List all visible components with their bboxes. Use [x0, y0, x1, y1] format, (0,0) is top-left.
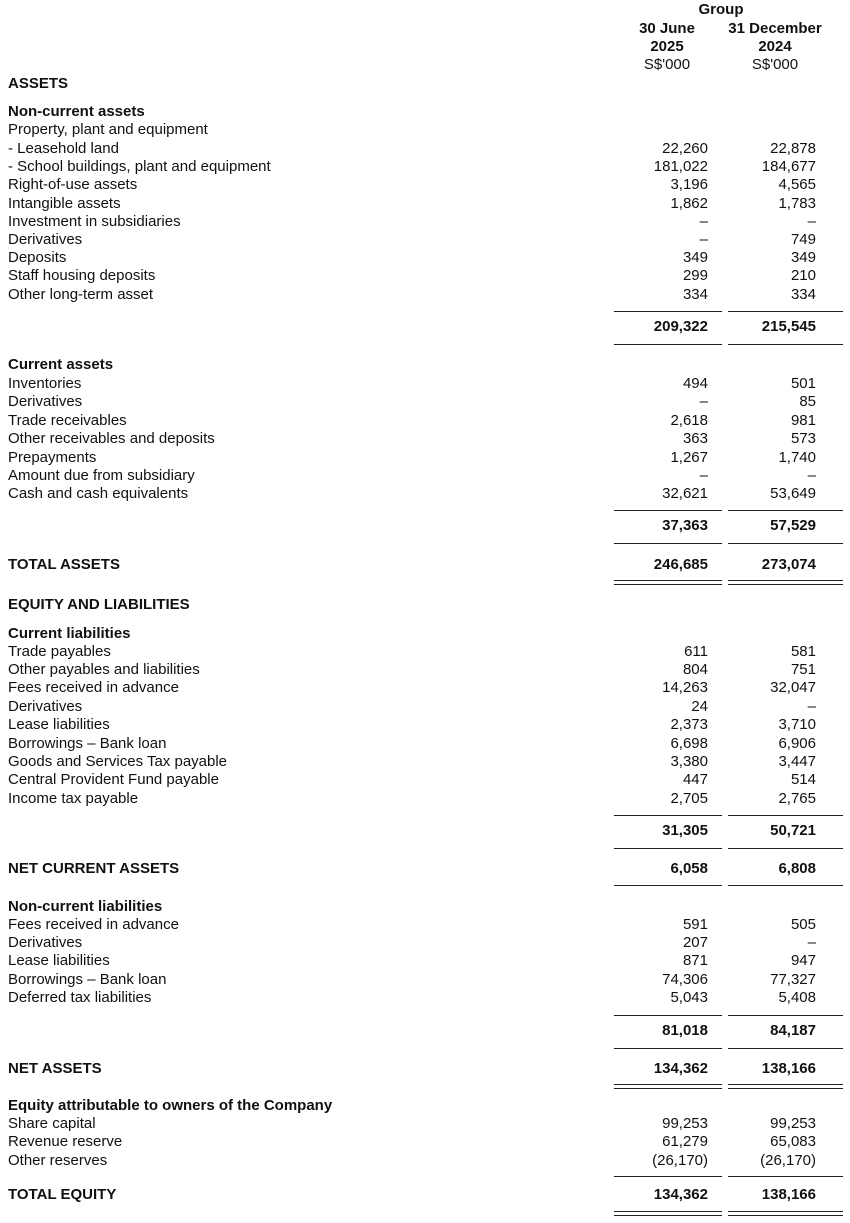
row-label: Lease liabilities	[8, 716, 110, 733]
net-current-assets-2024: 6,808	[778, 860, 816, 877]
row-label: Fees received in advance	[8, 916, 179, 933]
row-label: Amount due from subsidiary	[8, 467, 195, 484]
row-value-2024: 65,083	[770, 1133, 816, 1150]
double-rule	[728, 580, 843, 581]
equity-heading: Equity attributable to owners of the Company	[8, 1097, 333, 1114]
row-label: Other receivables and deposits	[8, 430, 215, 447]
subtotal-rule	[614, 848, 722, 849]
row-value-2024: –	[807, 698, 816, 715]
row-value-2025: 591	[682, 916, 708, 933]
row-label: Investment in subsidiaries	[8, 213, 181, 230]
col1-header-line2: 2025	[650, 38, 684, 55]
current-assets-heading: Current assets	[8, 356, 114, 373]
row-label: Intangible assets	[8, 195, 121, 212]
total-assets-label: TOTAL ASSETS	[8, 556, 120, 573]
row-value-2024: 581	[790, 643, 816, 660]
noncurrent-assets-heading: Non-current assets	[8, 103, 145, 120]
row-value-2024: 184,677	[761, 158, 816, 175]
subtotal-rule	[728, 815, 843, 816]
row-value-2025: 2,705	[670, 790, 708, 807]
row-label: - Leasehold land	[8, 140, 119, 157]
subtotal-rule	[728, 1176, 843, 1177]
col1-header-line1: 30 June	[639, 20, 695, 37]
subtotal-rule	[614, 311, 722, 312]
row-value-2025: 334	[682, 286, 708, 303]
row-value-2025: 74,306	[662, 971, 708, 988]
row-value-2024: –	[807, 213, 816, 230]
row-label: Derivatives	[8, 698, 83, 715]
subtotal-rule	[614, 344, 722, 345]
subtotal-rule	[614, 543, 722, 544]
row-value-2024: 3,710	[778, 716, 816, 733]
subtotal-rule	[728, 510, 843, 511]
row-label: Deposits	[8, 249, 67, 266]
subtotal-rule	[728, 1048, 843, 1049]
noncurrent-liabilities-total-2024: 84,187	[770, 1022, 816, 1039]
row-value-2025: 99,253	[662, 1115, 708, 1132]
double-rule	[728, 1211, 843, 1212]
total-assets-2025: 246,685	[653, 556, 708, 573]
subtotal-rule	[728, 311, 843, 312]
row-value-2024: 99,253	[770, 1115, 816, 1132]
row-value-2024: 4,565	[778, 176, 816, 193]
subtotal-rule	[614, 1015, 722, 1016]
row-value-2024: 210	[790, 267, 816, 284]
row-value-2024: 981	[790, 412, 816, 429]
row-label: Revenue reserve	[8, 1133, 123, 1150]
ppe-label: Property, plant and equipment	[8, 121, 208, 138]
row-label: Cash and cash equivalents	[8, 485, 189, 502]
col2-header-line2: 2024	[758, 38, 792, 55]
total-equity-2025: 134,362	[653, 1186, 708, 1203]
group-header: Group	[698, 1, 744, 18]
row-value-2024: –	[807, 467, 816, 484]
current-liabilities-heading: Current liabilities	[8, 625, 131, 642]
subtotal-rule	[614, 1176, 722, 1177]
row-value-2025: 349	[682, 249, 708, 266]
subtotal-rule	[728, 543, 843, 544]
noncurrent-assets-total-2024: 215,545	[761, 318, 816, 335]
double-rule	[614, 1211, 722, 1212]
row-label: Trade receivables	[8, 412, 127, 429]
row-value-2024: 1,783	[778, 195, 816, 212]
equity-liabilities-heading: EQUITY AND LIABILITIES	[8, 596, 190, 613]
row-label: Derivatives	[8, 393, 83, 410]
col2-header-line1: 31 December	[728, 20, 822, 37]
row-label: - School buildings, plant and equipment	[8, 158, 271, 175]
row-value-2025: 299	[682, 267, 708, 284]
row-value-2024: 22,878	[770, 140, 816, 157]
row-value-2024: 3,447	[778, 753, 816, 770]
row-value-2024: 5,408	[778, 989, 816, 1006]
row-value-2025: 611	[684, 643, 708, 660]
subtotal-rule	[614, 1048, 722, 1049]
subtotal-rule	[728, 344, 843, 345]
double-rule	[614, 1084, 722, 1085]
noncurrent-assets-total-2025: 209,322	[653, 318, 708, 335]
row-label: Fees received in advance	[8, 679, 179, 696]
row-label: Other long-term asset	[8, 286, 154, 303]
row-label: Deferred tax liabilities	[8, 989, 152, 1006]
double-rule	[728, 1215, 843, 1216]
row-label: Inventories	[8, 375, 82, 392]
subtotal-rule	[728, 848, 843, 849]
row-value-2025: 32,621	[662, 485, 708, 502]
subtotal-rule	[614, 510, 722, 511]
row-value-2025: 207	[682, 934, 708, 951]
row-value-2024: 1,740	[778, 449, 816, 466]
noncurrent-liabilities-total-2025: 81,018	[662, 1022, 708, 1039]
row-value-2025: 3,380	[670, 753, 708, 770]
row-value-2025: –	[699, 231, 708, 248]
row-value-2025: (26,170)	[652, 1152, 708, 1169]
double-rule	[614, 1088, 722, 1089]
subtotal-rule	[614, 815, 722, 816]
net-assets-2025: 134,362	[653, 1060, 708, 1077]
row-value-2025: 494	[682, 375, 708, 392]
row-value-2025: 2,618	[670, 412, 708, 429]
row-label: Central Provident Fund payable	[8, 771, 219, 788]
row-label: Trade payables	[8, 643, 111, 660]
row-value-2024: 501	[790, 375, 816, 392]
row-value-2024: 6,906	[778, 735, 816, 752]
total-equity-label: TOTAL EQUITY	[8, 1186, 117, 1203]
row-label: Staff housing deposits	[8, 267, 156, 284]
assets-heading: ASSETS	[8, 75, 69, 92]
net-current-assets-2025: 6,058	[670, 860, 708, 877]
row-value-2024: 947	[790, 952, 816, 969]
row-value-2025: –	[699, 393, 708, 410]
row-label: Income tax payable	[8, 790, 139, 807]
row-value-2025: 181,022	[653, 158, 708, 175]
row-value-2024: 573	[790, 430, 816, 447]
row-value-2025: 24	[691, 698, 708, 715]
row-label: Other payables and liabilities	[8, 661, 200, 678]
subtotal-rule	[728, 885, 843, 886]
row-value-2024: 85	[799, 393, 816, 410]
double-rule	[614, 584, 722, 585]
row-value-2024: 349	[790, 249, 816, 266]
double-rule	[614, 1215, 722, 1216]
row-value-2024: 751	[790, 661, 816, 678]
row-value-2025: 2,373	[670, 716, 708, 733]
row-value-2024: 2,765	[778, 790, 816, 807]
net-assets-2024: 138,166	[761, 1060, 816, 1077]
double-rule	[614, 580, 722, 581]
row-value-2025: –	[699, 467, 708, 484]
row-value-2025: 22,260	[662, 140, 708, 157]
col1-header-unit: S$'000	[643, 56, 691, 73]
row-value-2025: 6,698	[670, 735, 708, 752]
row-value-2025: 1,267	[670, 449, 708, 466]
row-label: Goods and Services Tax payable	[8, 753, 228, 770]
row-value-2025: 447	[682, 771, 708, 788]
double-rule	[728, 1084, 843, 1085]
row-label: Share capital	[8, 1115, 96, 1132]
row-value-2025: 61,279	[662, 1133, 708, 1150]
total-assets-2024: 273,074	[761, 556, 816, 573]
row-label: Borrowings – Bank loan	[8, 735, 167, 752]
row-value-2024: 505	[790, 916, 816, 933]
total-equity-2024: 138,166	[761, 1186, 816, 1203]
row-value-2024: (26,170)	[760, 1152, 816, 1169]
row-value-2024: 32,047	[770, 679, 816, 696]
row-value-2025: 5,043	[670, 989, 708, 1006]
current-liabilities-total-2025: 31,305	[662, 822, 708, 839]
row-label: Derivatives	[8, 934, 83, 951]
row-value-2024: –	[807, 934, 816, 951]
row-value-2024: 749	[790, 231, 816, 248]
row-value-2025: 14,263	[662, 679, 708, 696]
row-value-2025: 363	[682, 430, 708, 447]
row-value-2024: 77,327	[770, 971, 816, 988]
col2-header-unit: S$'000	[751, 56, 799, 73]
current-assets-total-2024: 57,529	[770, 517, 816, 534]
row-label: Derivatives	[8, 231, 83, 248]
row-label: Other reserves	[8, 1152, 108, 1169]
noncurrent-liabilities-heading: Non-current liabilities	[8, 898, 163, 915]
row-value-2025: –	[699, 213, 708, 230]
current-liabilities-total-2024: 50,721	[770, 822, 816, 839]
double-rule	[728, 584, 843, 585]
row-value-2025: 871	[682, 952, 708, 969]
subtotal-rule	[614, 885, 722, 886]
row-value-2024: 334	[790, 286, 816, 303]
row-label: Borrowings – Bank loan	[8, 971, 167, 988]
subtotal-rule	[728, 1015, 843, 1016]
current-assets-total-2025: 37,363	[662, 517, 708, 534]
net-assets-label: NET ASSETS	[8, 1060, 102, 1077]
row-label: Lease liabilities	[8, 952, 110, 969]
row-value-2024: 53,649	[770, 485, 816, 502]
row-value-2025: 1,862	[670, 195, 708, 212]
row-value-2025: 804	[682, 661, 708, 678]
net-current-assets-label: NET CURRENT ASSETS	[8, 860, 180, 877]
row-value-2024: 514	[790, 771, 816, 788]
row-label: Right-of-use assets	[8, 176, 138, 193]
row-label: Prepayments	[8, 449, 97, 466]
row-value-2025: 3,196	[670, 176, 708, 193]
double-rule	[728, 1088, 843, 1089]
